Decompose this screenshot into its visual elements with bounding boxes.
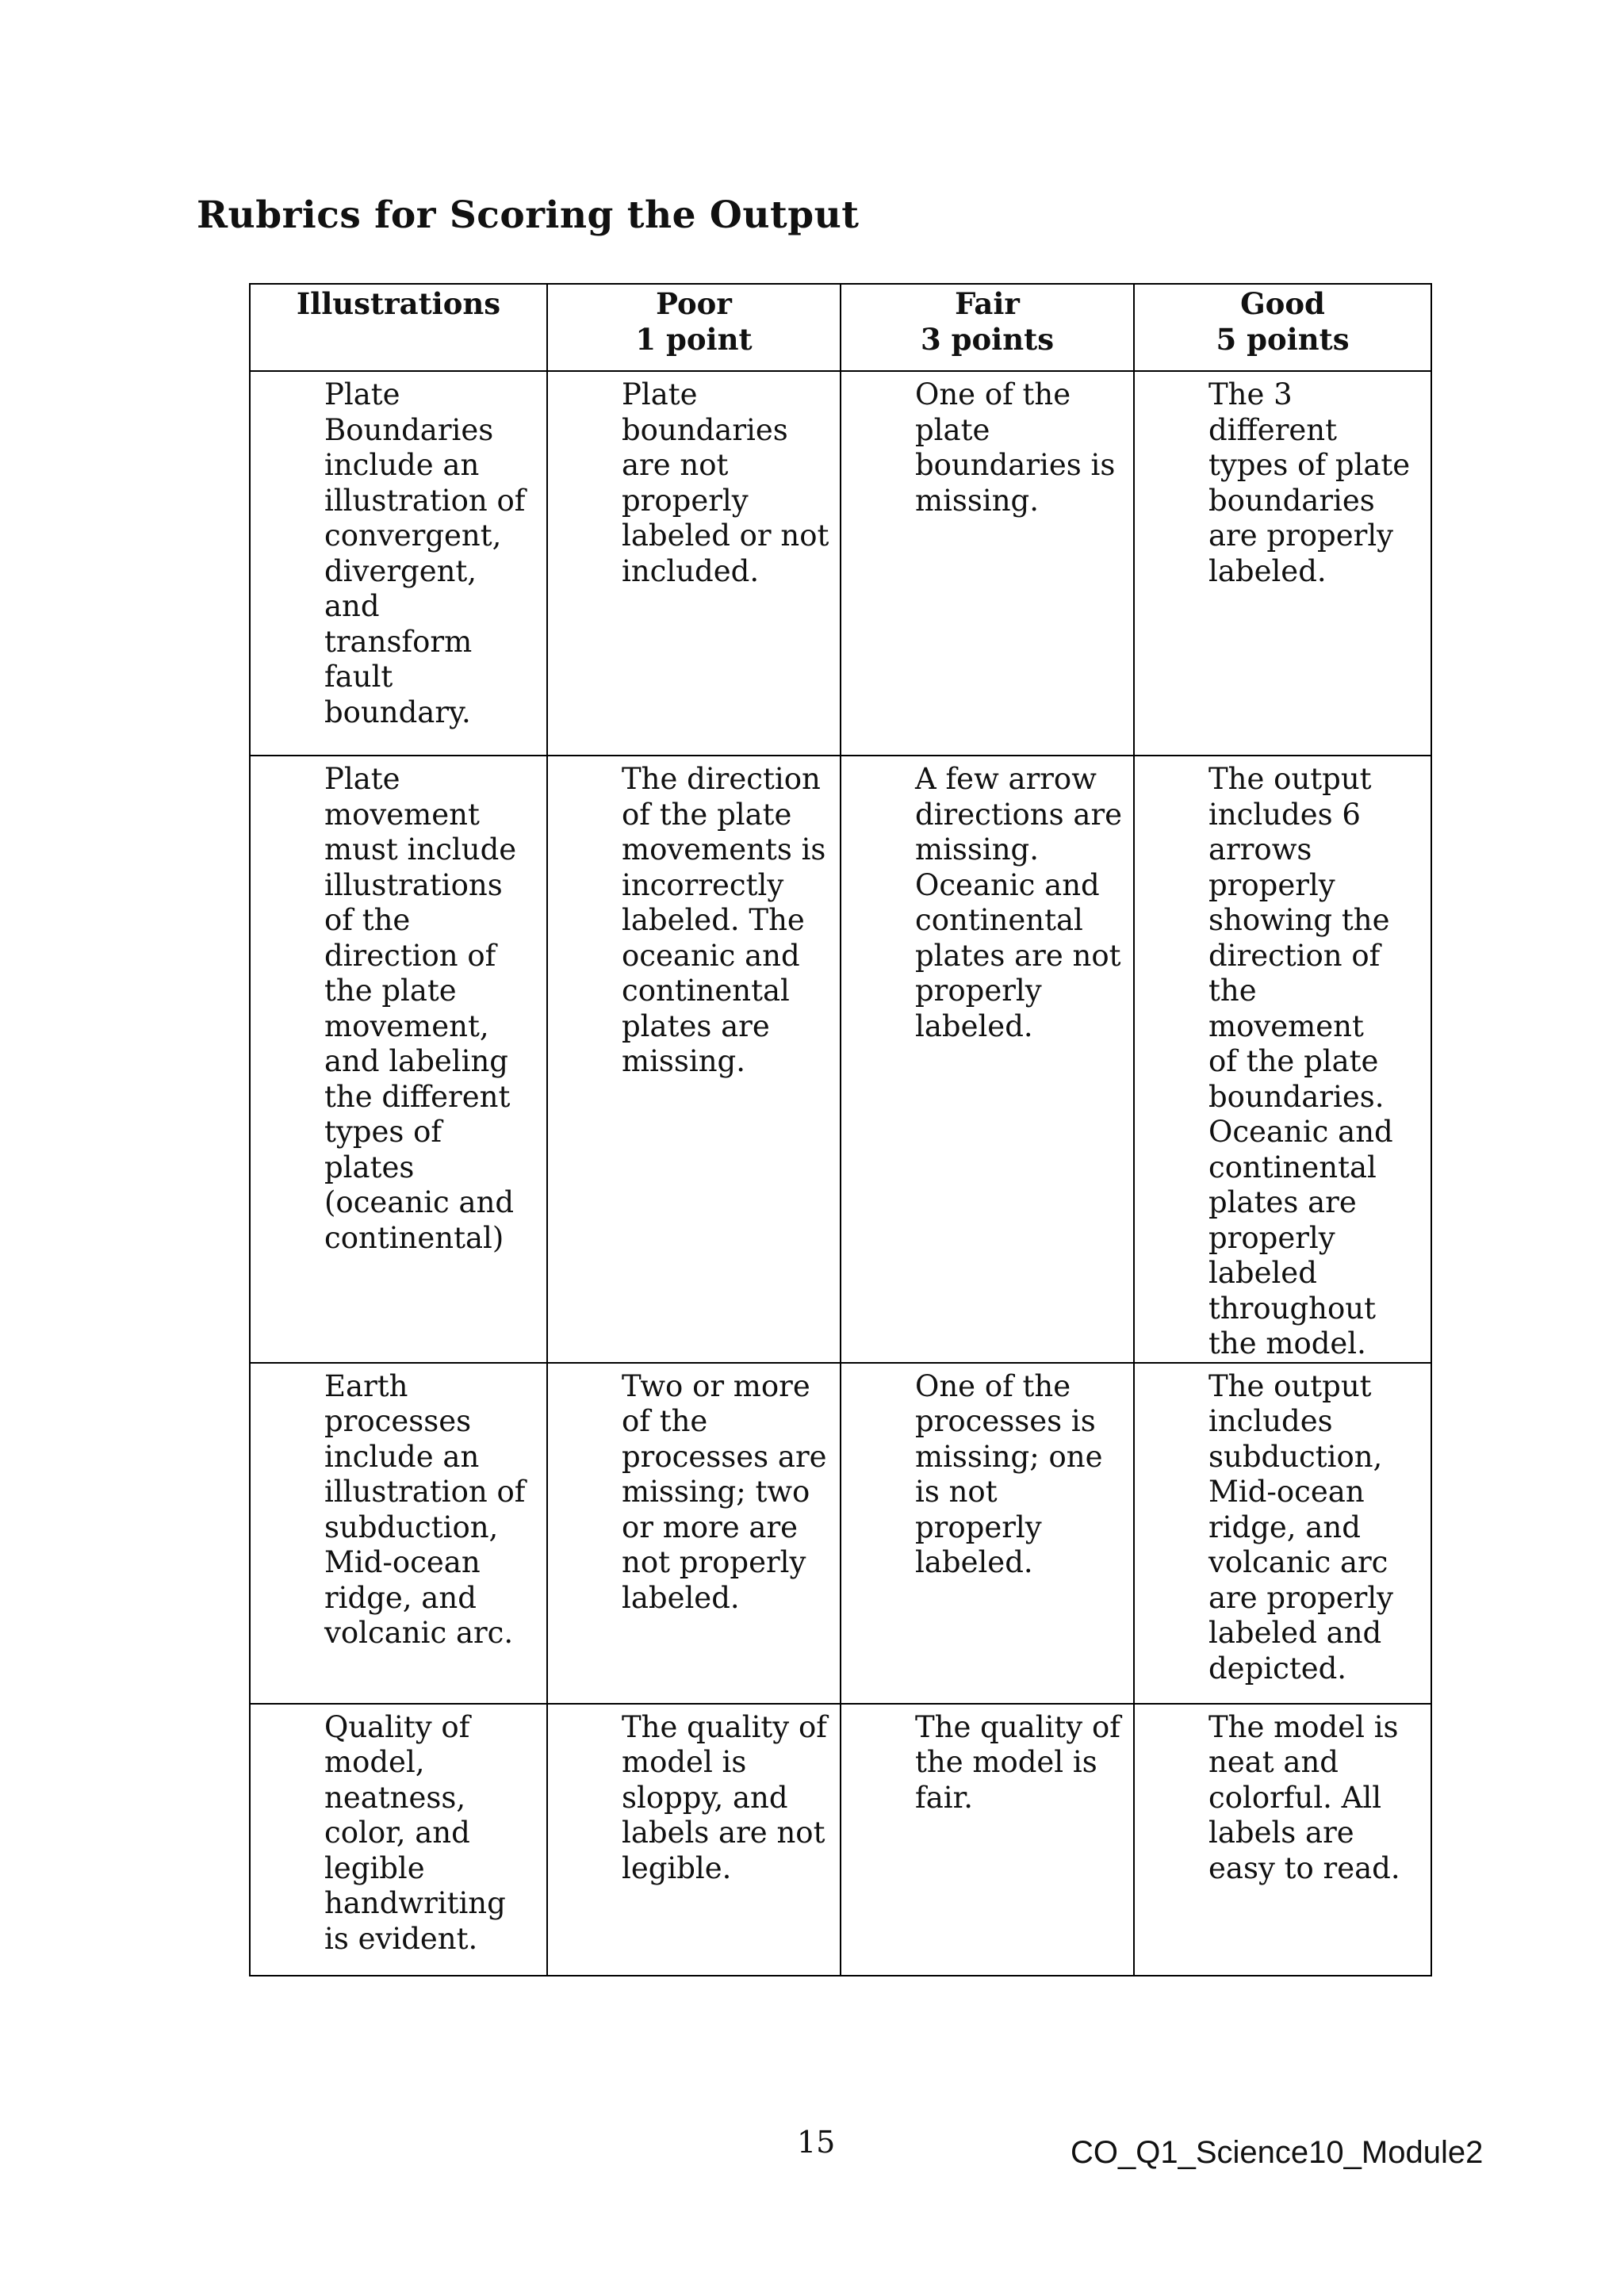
poor-cell: Plate boundaries are not properly labeled or not included. [547, 371, 841, 756]
fair-cell: A few arrow directions are missing. Oceanic and continental plates are not properly labeled. [841, 756, 1134, 1363]
good-cell: The model is neat and colorful. All labels are easy to read. [1134, 1704, 1431, 1976]
criteria-cell: Quality of model, neatness, color, and legible handwriting is evident. [250, 1704, 547, 1976]
table-row [250, 371, 1431, 756]
table-row [250, 1704, 1431, 1976]
fair-cell: The quality of the model is fair. [841, 1704, 1134, 1976]
header-good [1134, 284, 1431, 371]
header-points: 5 points [1216, 321, 1350, 357]
poor-cell: The direction of the plate movements is incorrectly labeled. The oceanic and continental plates are missing. [547, 756, 841, 1363]
header-label: Fair [955, 286, 1020, 321]
header-points: 3 points [920, 321, 1055, 357]
header-illustrations [250, 284, 547, 371]
poor-cell: The quality of model is sloppy, and labels are not legible. [547, 1704, 841, 1976]
header-points: 1 point [635, 321, 753, 357]
fair-cell: One of the plate boundaries is missing. [841, 371, 1134, 756]
header-label: Poor [656, 286, 732, 321]
table-row [250, 756, 1431, 1363]
header-poor [547, 284, 841, 371]
fair-cell: One of the processes is missing; one is not properly labeled. [841, 1363, 1134, 1704]
good-cell: The 3 different types of plate boundaries are properly labeled. [1134, 371, 1431, 756]
good-cell: The output includes subduction, Mid-ocean ridge, and volcanic arc are properly labeled and depicted. [1134, 1363, 1431, 1704]
table-row [250, 1363, 1431, 1704]
rubric-table [249, 283, 1432, 1976]
poor-cell: Two or more of the processes are missing; two or more are not properly labeled. [547, 1363, 841, 1704]
header-label: Good [1240, 286, 1325, 321]
criteria-cell: Plate Boundaries include an illustration of convergent, divergent, and transform fault boundary. [250, 371, 547, 756]
header-fair [841, 284, 1134, 371]
header-label: Illustrations [296, 286, 501, 321]
good-cell: The output includes 6 arrows properly showing the direction of the movement of the plate boundaries. Oceanic and continental plates are properly labeled throughout the model. [1134, 756, 1431, 1363]
page-title: Rubrics for Scoring the Output [197, 193, 860, 237]
criteria-cell: Earth processes include an illustration of subduction, Mid-ocean ridge, and volcanic arc. [250, 1363, 547, 1704]
module-code: CO_Q1_Science10_Module2 [1071, 2135, 1484, 2170]
criteria-cell: Plate movement must include illustrations of the direction of the plate movement, and labeling the different types of plates (oceanic and continental) [250, 756, 547, 1363]
page-number: 15 [797, 2125, 836, 2160]
table-header-row [250, 284, 1431, 371]
